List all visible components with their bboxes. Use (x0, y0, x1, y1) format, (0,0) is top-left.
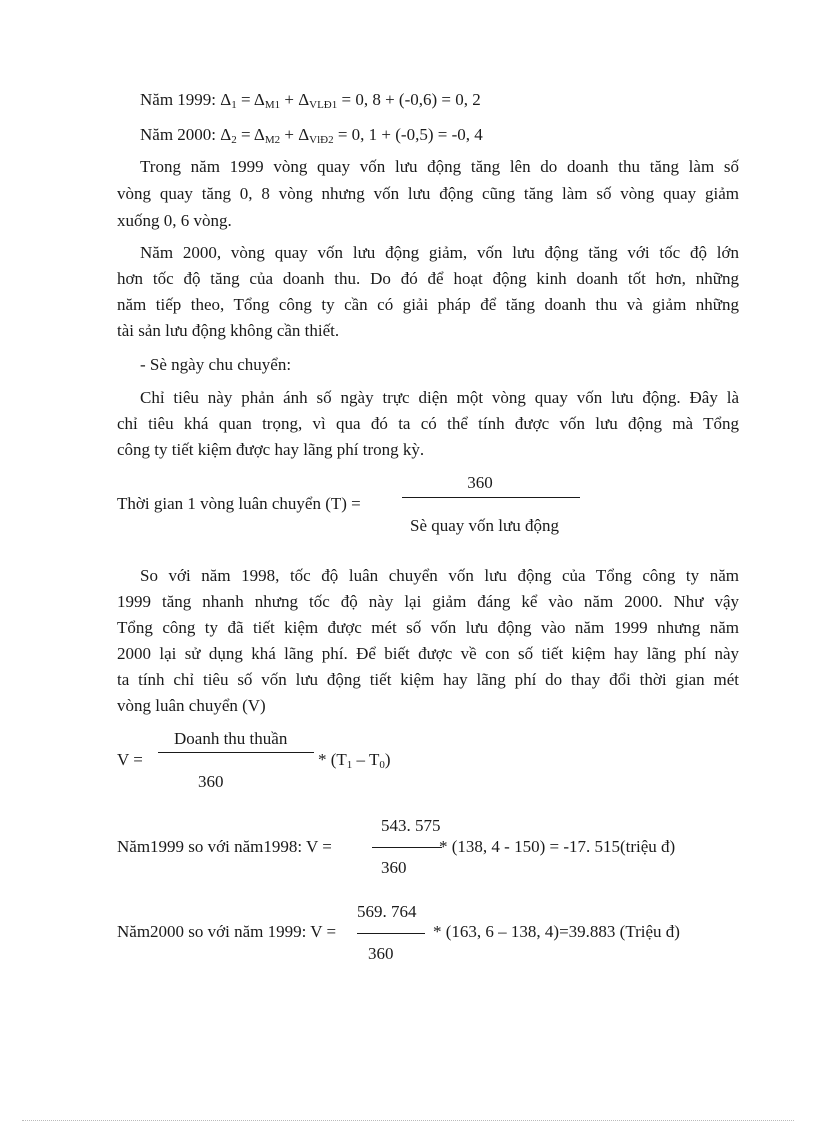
equation-2000: Năm 2000: $\Delta_2 = \Delta_{M2} + \Delta_{VlĐ2} = 0$, 1 + (-0,5) = -0, 4 (140, 125, 483, 146)
formula-t-numerator: 360 (467, 473, 493, 492)
calc-1999-result: * (138, 4 - 150) = -17. 515(triệu đ) (439, 837, 676, 856)
fraction-bar (372, 847, 442, 848)
paragraph-line: 2000 lại sử dụng khá lãng phí. Để biết được về con số tiết kiệm hay lãng phí này (117, 644, 739, 663)
paragraph-line: vòng quay tăng 0, 8 vòng nhưng vốn lưu động cũng tăng làm số vòng quay giảm (117, 184, 739, 203)
calc-2000-numerator: 569. 764 (357, 902, 417, 921)
paragraph-line: So với năm 1998, tốc độ luân chuyển vốn lưu động của Tổng công ty năm (140, 566, 739, 585)
fraction-bar (402, 497, 580, 498)
calc-2000-label: Năm2000 so với năm 1999: V = (117, 922, 337, 941)
formula-t-denominator: Sè quay vốn lưu động (410, 516, 559, 535)
paragraph-line: Năm 2000, vòng quay vốn lưu động giảm, vốn lưu động tăng với tốc độ lớn (140, 243, 739, 262)
fraction-bar (158, 752, 314, 753)
paragraph-line: ta tính chỉ tiêu số vốn lưu động tiết kiệm hay lãng phí do thay đổi thời gian mét (117, 670, 739, 689)
calc-1999-denominator: 360 (381, 858, 407, 877)
calc-1999-numerator: 543. 575 (381, 816, 441, 835)
formula-v-denominator: 360 (198, 772, 224, 791)
calc-2000-denominator: 360 (368, 944, 394, 963)
paragraph-line: vòng luân chuyển (V) (117, 696, 266, 715)
paragraph-line: 1999 tăng nhanh nhưng tốc độ này lại giảm đáng kể vào năm 2000. Như vậy (117, 592, 739, 611)
section-bullet: - Sè ngày chu chuyển: (140, 355, 292, 374)
paragraph-line: Chỉ tiêu này phản ánh số ngày trực diện một vòng quay vốn lưu động. Đây là (140, 388, 739, 407)
paragraph-line: hơn tốc độ tăng của doanh thu. Do đó để hoạt động kinh doanh tốt hơn, những (117, 269, 739, 288)
formula-v-multiplier: * $(T_1 - T_0)$ (318, 750, 391, 771)
formula-t-label: Thời gian 1 vòng luân chuyển (T) = (117, 494, 361, 513)
formula-v-label: V = (117, 750, 143, 769)
paragraph-line: Tổng công ty đã tiết kiệm được mét số vốn lưu động vào năm 1999 nhưng năm (117, 618, 739, 637)
equation-1999: Năm 1999: $\Delta_1 = \Delta_{M1} + \Delta_{VLĐ1} = 0$, 8 + (-0,6) = 0, 2 (140, 90, 481, 111)
paragraph-line: công ty tiết kiệm được hay lãng phí trong kỳ. (117, 440, 425, 459)
paragraph-line: Trong năm 1999 vòng quay vốn lưu động tăng lên do doanh thu tăng làm số (140, 157, 739, 176)
paragraph-line: năm tiếp theo, Tổng công ty cần có giải pháp để tăng doanh thu và giảm những (117, 295, 739, 314)
fraction-bar (357, 933, 425, 934)
page-edge-dotted-line (22, 1120, 794, 1121)
calc-1999-label: Năm1999 so với năm1998: V = (117, 837, 332, 856)
calc-2000-result: * (163, 6 – 138, 4)=39.883 (Triệu đ) (433, 922, 680, 941)
paragraph-line: xuống 0, 6 vòng. (117, 211, 232, 230)
paragraph-line: tài sản lưu động không cần thiết. (117, 321, 340, 340)
paragraph-line: chỉ tiêu khá quan trọng, vì qua đó ta có thể tính được vốn lưu động mà Tổng (117, 414, 739, 433)
formula-v-numerator: Doanh thu thuần (174, 729, 288, 748)
